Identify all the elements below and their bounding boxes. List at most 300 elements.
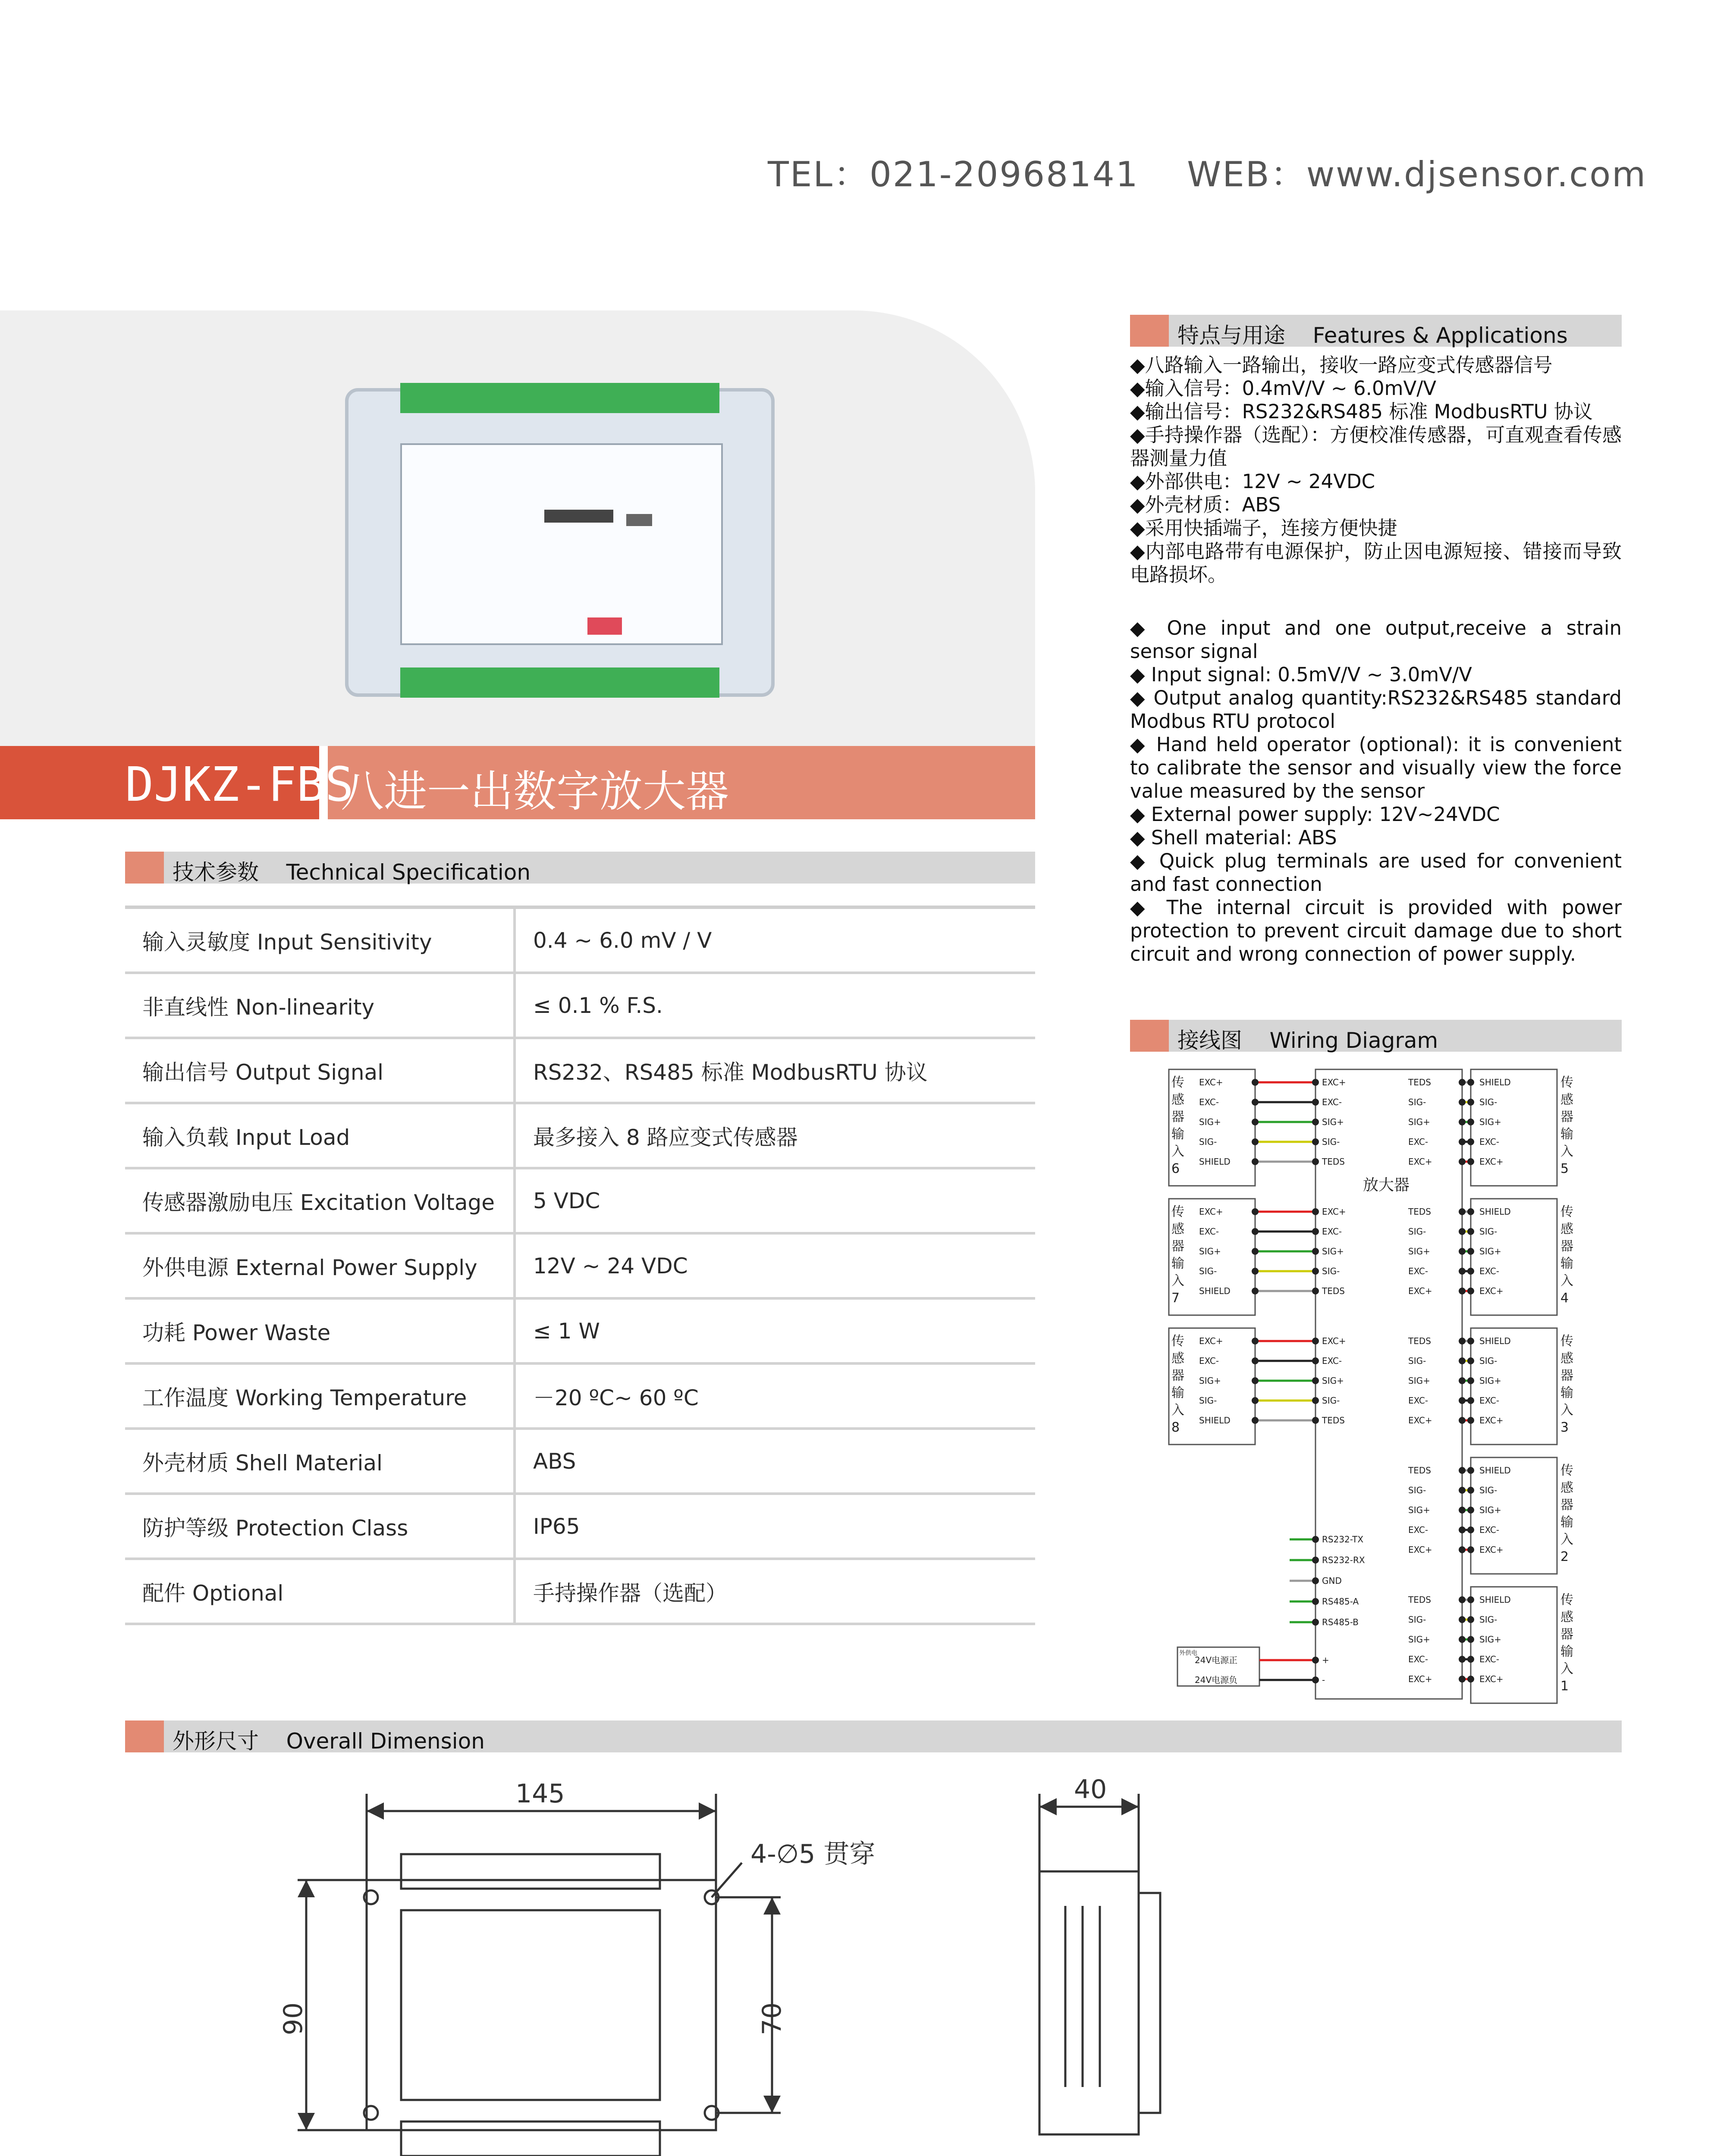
amp-pin-label: EXC- xyxy=(1322,1097,1342,1107)
amp-pin-label: TEDS xyxy=(1322,1415,1345,1426)
spec-value: 手持操作器（选配） xyxy=(515,1559,1035,1624)
amp-pin-label: EXC- xyxy=(1408,1137,1428,1147)
sensor-label-char: 输 xyxy=(1560,1644,1573,1659)
amp-pin-label: SIG- xyxy=(1408,1485,1426,1495)
feature-item: ◆外壳材质：ABS xyxy=(1130,493,1281,516)
wire-dot-icon xyxy=(1312,1228,1319,1235)
wire-dot-icon xyxy=(1312,1208,1319,1215)
product-name: 八进一出数字放大器 xyxy=(341,766,729,817)
wire-dot-icon xyxy=(1459,1596,1466,1603)
sensor-pin-label: EXC- xyxy=(1199,1356,1219,1366)
sensor-pin-label: SIG+ xyxy=(1199,1246,1221,1257)
sensor-pin-label: EXC+ xyxy=(1479,1415,1504,1426)
wire-dot-icon xyxy=(1459,1079,1466,1086)
wire-dot-icon xyxy=(1312,1557,1319,1564)
sensor-label-char: 传 xyxy=(1171,1334,1184,1349)
wire-dot-icon xyxy=(1252,1079,1259,1086)
amp-pin-label: EXC+ xyxy=(1408,1286,1432,1296)
side-view-rail xyxy=(1139,1893,1160,2113)
spec-section-title xyxy=(173,855,531,886)
sensor-label-char: 器 xyxy=(1560,1109,1573,1125)
wire-dot-icon xyxy=(1312,1619,1319,1626)
wire-dot-icon xyxy=(1467,1377,1474,1384)
dip-switch-icon xyxy=(544,510,613,523)
sensor-pin-label: EXC+ xyxy=(1479,1286,1504,1296)
wire-dot-icon xyxy=(1312,1158,1319,1165)
sensor-pin-label: SIG- xyxy=(1479,1485,1497,1495)
wire-dot-icon xyxy=(1459,1397,1466,1404)
sensor-label-char: 器 xyxy=(1560,1239,1573,1254)
wire-dot-icon xyxy=(1467,1208,1474,1215)
feature-item: ◆ Quick plug terminals are used for convenient and fast connection xyxy=(1130,849,1622,896)
wire-dot-icon xyxy=(1459,1507,1466,1514)
power-pin-label: + xyxy=(1322,1655,1329,1665)
sensor-pin-label: EXC+ xyxy=(1479,1156,1504,1167)
sensor-label-char: 感 xyxy=(1171,1222,1184,1237)
wire-dot-icon xyxy=(1252,1268,1259,1275)
wire-dot-icon xyxy=(1467,1079,1474,1086)
sensor-pin-label: SIG+ xyxy=(1479,1376,1501,1386)
wire-dot-icon xyxy=(1459,1119,1466,1125)
spec-value: ≤ 0.1 % F.S. xyxy=(515,973,1035,1038)
spec-label: 输入负载 Input Load xyxy=(125,1103,515,1168)
wire-dot-icon xyxy=(1459,1656,1466,1663)
wire-dot-icon xyxy=(1459,1377,1466,1384)
amp-pin-label: SIG- xyxy=(1408,1097,1426,1107)
amp-pin-label: SIG- xyxy=(1322,1395,1340,1406)
spec-value: －20 ºC~ 60 ºC xyxy=(515,1363,1035,1429)
sensor-pin-label: EXC- xyxy=(1479,1654,1500,1664)
spec-value: 12V ~ 24 VDC xyxy=(515,1233,1035,1298)
sensor-label-char: 输 xyxy=(1560,1127,1573,1142)
features-section-accent xyxy=(1130,315,1169,347)
features-title-en: Features & Applications xyxy=(1312,323,1568,348)
hole-note: 4-∅5 贯穿 xyxy=(750,1839,876,1869)
feature-item: ◆ External power supply: 12V~24VDC xyxy=(1130,803,1500,826)
comm-pin-label: GND xyxy=(1322,1576,1342,1586)
sensor-pin-label: SIG- xyxy=(1479,1614,1497,1625)
wire-dot-icon xyxy=(1459,1616,1466,1623)
sensor-pin-label: SIG+ xyxy=(1479,1117,1501,1127)
sensor-label-char: 器 xyxy=(1171,1368,1184,1383)
wire-dot-icon xyxy=(1467,1248,1474,1255)
dimension-title-en: Overall Dimension xyxy=(286,1729,485,1754)
wire-dot-icon xyxy=(1467,1288,1474,1294)
spec-row xyxy=(125,1233,1035,1298)
spec-title-en: Technical Specification xyxy=(286,860,531,885)
dimension-title-cn: 外形尺寸 xyxy=(173,1729,259,1754)
power-pin-label: - xyxy=(1322,1675,1325,1685)
wire-dot-icon xyxy=(1459,1338,1466,1344)
product-photo xyxy=(345,388,775,697)
sensor-label-char: 感 xyxy=(1171,1092,1184,1107)
wire-dot-icon xyxy=(1312,1099,1319,1106)
spec-label: 配件 Optional xyxy=(125,1559,515,1624)
amp-pin-label: SIG+ xyxy=(1408,1376,1430,1386)
amp-pin-label: EXC- xyxy=(1408,1266,1428,1276)
amp-pin-label: EXC- xyxy=(1408,1525,1428,1535)
amp-pin-label: TEDS xyxy=(1322,1156,1345,1167)
sensor-number: 7 xyxy=(1171,1291,1180,1306)
sensor-label-char: 输 xyxy=(1171,1256,1184,1271)
wire-dot-icon xyxy=(1467,1268,1474,1275)
sensor-pin-label: SHIELD xyxy=(1479,1336,1511,1346)
sensor-label-char: 入 xyxy=(1560,1532,1573,1547)
wire-dot-icon xyxy=(1467,1357,1474,1364)
wire-dot-icon xyxy=(1467,1397,1474,1404)
wire-dot-icon xyxy=(1252,1099,1259,1106)
dim-label-145: 145 xyxy=(515,1779,565,1809)
feature-item: ◆内部电路带有电源保护，防止因电源短接、错接而导致电路损坏。 xyxy=(1130,540,1622,586)
wire-dot-icon xyxy=(1459,1417,1466,1424)
dimension-drawing xyxy=(0,1751,1736,2156)
wire-dot-icon xyxy=(1312,1248,1319,1255)
sensor-pin-label: SIG+ xyxy=(1479,1505,1501,1515)
features-text xyxy=(1130,354,1622,966)
terminal-block-top xyxy=(400,383,719,413)
wire-dot-icon xyxy=(1312,1357,1319,1364)
sensor-label-char: 器 xyxy=(1560,1368,1573,1383)
wire-dot-icon xyxy=(1467,1656,1474,1663)
terminal-block-bottom xyxy=(400,667,719,698)
sensor-label-char: 传 xyxy=(1560,1334,1573,1349)
wire-dot-icon xyxy=(1252,1288,1259,1294)
wire-dot-icon xyxy=(1312,1338,1319,1344)
amp-pin-label: SIG+ xyxy=(1322,1117,1344,1127)
spec-row xyxy=(125,1559,1035,1624)
spec-row xyxy=(125,1429,1035,1494)
spec-value: 5 VDC xyxy=(515,1168,1035,1233)
spec-value: IP65 xyxy=(515,1494,1035,1559)
sensor-pin-label: SIG+ xyxy=(1199,1117,1221,1127)
sensor-pin-label: EXC+ xyxy=(1479,1545,1504,1555)
wire-dot-icon xyxy=(1312,1119,1319,1125)
feature-item: ◆八路输入一路输出，接收一路应变式传感器信号 xyxy=(1130,354,1553,376)
amp-pin-label: EXC- xyxy=(1408,1395,1428,1406)
amp-pin-label: TEDS xyxy=(1408,1077,1431,1087)
wire-dot-icon xyxy=(1252,1338,1259,1344)
amplifier-label: 放大器 xyxy=(1363,1176,1410,1194)
sensor-pin-label: SHIELD xyxy=(1199,1286,1231,1296)
wire-dot-icon xyxy=(1459,1526,1466,1533)
contact-info: TEL：021-20968141 WEB：www.djsensor.com xyxy=(768,154,1647,194)
feature-item: ◆ Shell material: ABS xyxy=(1130,826,1337,849)
wire-dot-icon xyxy=(1459,1138,1466,1145)
spec-table xyxy=(125,906,1035,1625)
amp-pin-label: SIG- xyxy=(1408,1226,1426,1237)
front-view-body xyxy=(367,1880,716,2130)
spec-value: RS232、RS485 标准 ModbusRTU 协议 xyxy=(515,1038,1035,1103)
spec-value: 最多接入 8 路应变式传感器 xyxy=(515,1103,1035,1168)
sensor-label-char: 传 xyxy=(1560,1592,1573,1608)
spec-label: 工作温度 Working Temperature xyxy=(125,1363,515,1429)
sensor-label-char: 感 xyxy=(1560,1610,1573,1625)
wire-dot-icon xyxy=(1467,1676,1474,1683)
sensor-label-char: 传 xyxy=(1560,1075,1573,1090)
sensor-label-char: 输 xyxy=(1560,1256,1573,1271)
amp-pin-label: EXC- xyxy=(1408,1654,1428,1664)
sensor-number: 4 xyxy=(1560,1291,1569,1306)
feature-item: ◆外部供电：12V ~ 24VDC xyxy=(1130,470,1375,493)
wire-dot-icon xyxy=(1312,1377,1319,1384)
spec-label: 外壳材质 Shell Material xyxy=(125,1429,515,1494)
sensor-label-char: 入 xyxy=(1560,1403,1573,1418)
sensor-pin-label: EXC- xyxy=(1199,1226,1219,1237)
wiring-section-accent xyxy=(1130,1020,1169,1052)
wire-dot-icon xyxy=(1467,1616,1474,1623)
amp-pin-label: EXC+ xyxy=(1322,1206,1346,1217)
wire-dot-icon xyxy=(1467,1158,1474,1165)
sensor-label-char: 传 xyxy=(1560,1463,1573,1478)
sensor-label-char: 入 xyxy=(1171,1144,1184,1159)
sensor-label-char: 感 xyxy=(1560,1222,1573,1237)
sensor-label-char: 入 xyxy=(1560,1661,1573,1677)
sensor-number: 3 xyxy=(1560,1420,1569,1435)
wire-dot-icon xyxy=(1459,1228,1466,1235)
spec-row xyxy=(125,1103,1035,1168)
spec-label: 外供电源 External Power Supply xyxy=(125,1233,515,1298)
amp-pin-label: TEDS xyxy=(1408,1595,1431,1605)
spec-label: 功耗 Power Waste xyxy=(125,1298,515,1363)
sensor-number: 5 xyxy=(1560,1161,1569,1176)
power-box-label: 外供电 xyxy=(1179,1650,1197,1657)
spec-row xyxy=(125,973,1035,1038)
spec-label: 非直线性 Non-linearity xyxy=(125,973,515,1038)
sensor-label-char: 感 xyxy=(1560,1092,1573,1107)
wire-dot-icon xyxy=(1467,1507,1474,1514)
wire-dot-icon xyxy=(1459,1208,1466,1215)
amp-pin-label: TEDS xyxy=(1408,1465,1431,1476)
wire-dot-icon xyxy=(1467,1099,1474,1106)
wire-dot-icon xyxy=(1467,1487,1474,1494)
feature-item: ◆ Input signal: 0.5mV/V ~ 3.0mV/V xyxy=(1130,663,1472,686)
wire-dot-icon xyxy=(1467,1546,1474,1553)
comm-pin-label: RS232-TX xyxy=(1322,1534,1364,1545)
wire-dot-icon xyxy=(1312,1577,1319,1584)
amp-pin-label: SIG+ xyxy=(1322,1246,1344,1257)
sensor-number: 6 xyxy=(1171,1161,1180,1176)
device-face xyxy=(400,443,723,645)
wire-dot-icon xyxy=(1459,1268,1466,1275)
sensor-pin-label: EXC- xyxy=(1479,1137,1500,1147)
wire-dot-icon xyxy=(1467,1138,1474,1145)
sensor-label-char: 感 xyxy=(1560,1351,1573,1366)
front-top-terminals xyxy=(401,1854,660,1889)
amp-pin-label: SIG+ xyxy=(1408,1634,1430,1645)
wire-dot-icon xyxy=(1459,1487,1466,1494)
wire-dot-icon xyxy=(1252,1158,1259,1165)
wire-dot-icon xyxy=(1459,1357,1466,1364)
spec-row xyxy=(125,1363,1035,1429)
sensor-pin-label: SIG- xyxy=(1199,1266,1217,1276)
amp-pin-label: SIG- xyxy=(1408,1356,1426,1366)
sensor-label-char: 入 xyxy=(1560,1273,1573,1288)
amp-pin-label: EXC- xyxy=(1322,1356,1342,1366)
spec-row xyxy=(125,1298,1035,1363)
feature-item: ◆ Hand held operator (optional): it is convenient to calibrate the sensor and visually view the force value measured by the sensor xyxy=(1130,733,1622,802)
spec-row xyxy=(125,907,1035,973)
wire-dot-icon xyxy=(1459,1248,1466,1255)
wire-dot-icon xyxy=(1312,1417,1319,1424)
features-section-title xyxy=(1177,318,1568,349)
feature-item: ◆采用快插端子，连接方便快捷 xyxy=(1130,517,1397,539)
spec-label: 传感器激励电压 Excitation Voltage xyxy=(125,1168,515,1233)
power-label: 24V电源正 xyxy=(1195,1655,1238,1665)
amp-pin-label: TEDS xyxy=(1408,1206,1431,1217)
wire-dot-icon xyxy=(1312,1079,1319,1086)
sensor-pin-label: EXC- xyxy=(1479,1395,1500,1406)
sensor-pin-label: EXC- xyxy=(1199,1097,1219,1107)
sensor-number: 8 xyxy=(1171,1420,1180,1435)
sensor-pin-label: EXC+ xyxy=(1479,1674,1504,1684)
wire-dot-icon xyxy=(1459,1467,1466,1474)
wire-dot-icon xyxy=(1467,1119,1474,1125)
sensor-pin-label: SIG- xyxy=(1479,1226,1497,1237)
sensor-pin-label: SHIELD xyxy=(1479,1465,1511,1476)
wire-dot-icon xyxy=(1252,1417,1259,1424)
sensor-label-char: 传 xyxy=(1171,1204,1184,1219)
wire-dot-icon xyxy=(1252,1228,1259,1235)
amp-pin-label: EXC- xyxy=(1322,1226,1342,1237)
wire-dot-icon xyxy=(1459,1158,1466,1165)
sensor-pin-label: SIG- xyxy=(1199,1395,1217,1406)
front-view-window xyxy=(401,1910,660,2100)
wire-dot-icon xyxy=(1459,1099,1466,1106)
sensor-label-char: 感 xyxy=(1171,1351,1184,1366)
sensor-pin-label: SHIELD xyxy=(1479,1206,1511,1217)
power-label: 24V电源负 xyxy=(1195,1675,1238,1685)
side-view-body xyxy=(1039,1871,1139,2134)
spec-value: ABS xyxy=(515,1429,1035,1494)
comm-pin-label: RS485-B xyxy=(1322,1617,1359,1627)
sensor-label-char: 入 xyxy=(1171,1403,1184,1418)
sensor-pin-label: SIG- xyxy=(1479,1356,1497,1366)
wire-dot-icon xyxy=(1312,1288,1319,1294)
amp-pin-label: EXC+ xyxy=(1408,1415,1432,1426)
amp-pin-label: SIG+ xyxy=(1408,1117,1430,1127)
wiring-diagram xyxy=(1160,1061,1617,1716)
dimension-section-accent xyxy=(125,1720,164,1752)
amp-pin-label: TEDS xyxy=(1408,1336,1431,1346)
sensor-pin-label: EXC+ xyxy=(1199,1336,1223,1346)
comm-pin-label: RS232-RX xyxy=(1322,1555,1365,1565)
wire-dot-icon xyxy=(1252,1248,1259,1255)
sensor-label-char: 入 xyxy=(1560,1144,1573,1159)
sensor-label-char: 器 xyxy=(1171,1109,1184,1125)
amp-pin-label: EXC+ xyxy=(1408,1156,1432,1167)
wire-dot-icon xyxy=(1467,1228,1474,1235)
product-model: DJKZ-FBS xyxy=(125,757,354,812)
wire-dot-icon xyxy=(1312,1536,1319,1543)
sensor-label-char: 器 xyxy=(1171,1239,1184,1254)
sensor-pin-label: EXC- xyxy=(1479,1525,1500,1535)
front-bottom-terminals xyxy=(401,2122,660,2156)
wire-dot-icon xyxy=(1312,1138,1319,1145)
feature-item: ◆手持操作器（选配）：方便校准传感器，可直观查看传感器测量力值 xyxy=(1130,423,1622,470)
dim-label-90: 90 xyxy=(278,2002,308,2035)
sensor-pin-label: SIG+ xyxy=(1199,1376,1221,1386)
sensor-pin-label: EXC- xyxy=(1479,1266,1500,1276)
sensor-label-char: 输 xyxy=(1171,1385,1184,1401)
wire-dot-icon xyxy=(1312,1598,1319,1605)
sensor-label-char: 入 xyxy=(1171,1273,1184,1288)
spec-row xyxy=(125,1494,1035,1559)
sensor-label-char: 传 xyxy=(1560,1204,1573,1219)
sensor-label-char: 器 xyxy=(1560,1627,1573,1642)
features-title-cn: 特点与用途 xyxy=(1177,323,1285,348)
amp-pin-label: SIG+ xyxy=(1408,1505,1430,1515)
sensor-pin-label: SIG+ xyxy=(1479,1246,1501,1257)
amp-pin-label: SIG- xyxy=(1322,1266,1340,1276)
sensor-label-char: 输 xyxy=(1171,1127,1184,1142)
sensor-pin-label: SIG- xyxy=(1479,1097,1497,1107)
wire-dot-icon xyxy=(1459,1636,1466,1643)
wire-dot-icon xyxy=(1467,1596,1474,1603)
wire-dot-icon xyxy=(1252,1208,1259,1215)
feature-item: ◆ One input and one output,receive a strain sensor signal xyxy=(1130,617,1622,663)
spec-value: 0.4 ~ 6.0 mV / V xyxy=(515,907,1035,973)
dim-label-40: 40 xyxy=(1074,1774,1107,1805)
wire-dot-icon xyxy=(1252,1377,1259,1384)
sensor-pin-label: EXC+ xyxy=(1199,1077,1223,1087)
spec-row xyxy=(125,1038,1035,1103)
spec-value: ≤ 1 W xyxy=(515,1298,1035,1363)
wire-dot-icon xyxy=(1312,1397,1319,1404)
feature-item: ◆ The internal circuit is provided with power protection to prevent circuit damage due to short circuit and wrong connection of power supply. xyxy=(1130,896,1622,965)
feature-item: ◆ Output analog quantity:RS232&RS485 standard Modbus RTU protocol xyxy=(1130,686,1622,733)
sensor-label-char: 输 xyxy=(1560,1515,1573,1530)
sensor-pin-label: SHIELD xyxy=(1199,1415,1231,1426)
wire-dot-icon xyxy=(1312,1677,1319,1683)
sensor-label-char: 传 xyxy=(1171,1075,1184,1090)
wire-dot-icon xyxy=(1252,1119,1259,1125)
wiring-title-en: Wiring Diagram xyxy=(1269,1028,1438,1053)
dim-label-70: 70 xyxy=(757,2002,787,2035)
dip-switch-red-icon xyxy=(587,617,622,635)
spec-title-cn: 技术参数 xyxy=(173,860,259,885)
sensor-pin-label: SIG- xyxy=(1199,1137,1217,1147)
amp-pin-label: EXC+ xyxy=(1322,1336,1346,1346)
sensor-label-char: 感 xyxy=(1560,1480,1573,1495)
wire-dot-icon xyxy=(1459,1288,1466,1294)
amp-pin-label: SIG- xyxy=(1408,1614,1426,1625)
sensor-label-char: 器 xyxy=(1560,1498,1573,1513)
wiring-title-cn: 接线图 xyxy=(1177,1028,1242,1053)
amp-pin-label: EXC+ xyxy=(1408,1545,1432,1555)
sensor-number: 2 xyxy=(1560,1549,1569,1564)
wire-dot-icon xyxy=(1312,1657,1319,1664)
sensor-pin-label: SHIELD xyxy=(1199,1156,1231,1167)
amp-pin-label: SIG+ xyxy=(1408,1246,1430,1257)
wire-dot-icon xyxy=(1252,1397,1259,1404)
feature-item: ◆输入信号：0.4mV/V ~ 6.0mV/V xyxy=(1130,377,1437,400)
wire-dot-icon xyxy=(1467,1636,1474,1643)
wire-dot-icon xyxy=(1252,1357,1259,1364)
wire-dot-icon xyxy=(1459,1546,1466,1553)
wire-dot-icon xyxy=(1467,1467,1474,1474)
sensor-pin-label: SHIELD xyxy=(1479,1077,1511,1087)
sensor-number: 1 xyxy=(1560,1679,1569,1694)
amp-pin-label: TEDS xyxy=(1322,1286,1345,1296)
wire-dot-icon xyxy=(1459,1676,1466,1683)
sensor-label-char: 输 xyxy=(1560,1385,1573,1401)
sensor-pin-label: EXC+ xyxy=(1199,1206,1223,1217)
spec-label: 防护等级 Protection Class xyxy=(125,1494,515,1559)
amp-pin-label: SIG+ xyxy=(1322,1376,1344,1386)
spec-label: 输出信号 Output Signal xyxy=(125,1038,515,1103)
wire-dot-icon xyxy=(1252,1138,1259,1145)
amp-pin-label: EXC+ xyxy=(1408,1674,1432,1684)
